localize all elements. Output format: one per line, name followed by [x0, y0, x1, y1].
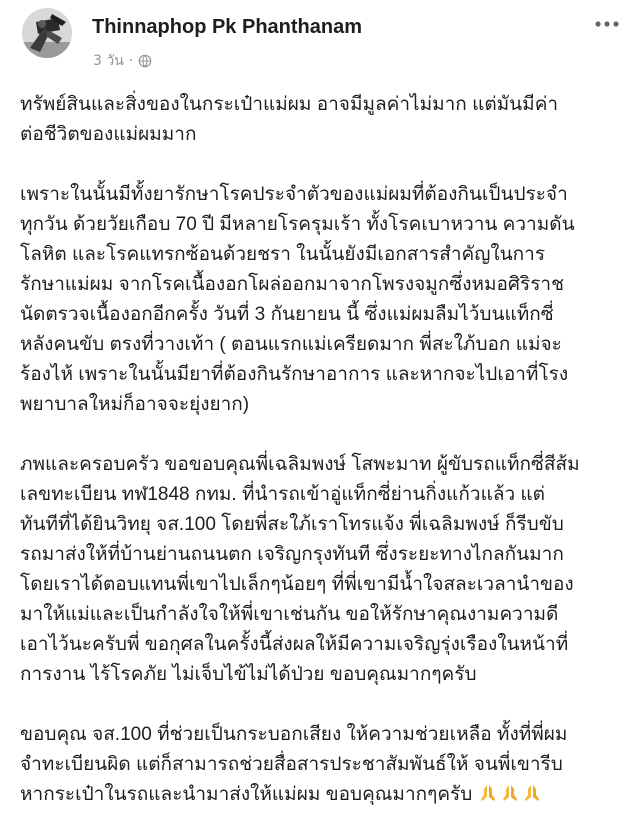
avatar-image — [22, 8, 72, 58]
post-meta: 3 วัน · — [93, 50, 152, 72]
post-paragraph-last — [20, 720, 632, 813]
post-paragraph-text: ขอบคุณ จส.100 ที่ช่วยเป็นกระบอกเสียง ให้ความช่วยเหลือ ทั้งที่พี่ผม จำทะเบียนผิด แต่ก็สามารถช่วยสื่อสารประชาสัมพันธ์ให้ จนพี่เขารีบ หากระเป๋าในรถและนำมาส่งให้แม่ผม ขอบคุณมากๆครับ — [20, 724, 568, 805]
avatar[interactable] — [22, 8, 72, 58]
more-options-button[interactable] — [592, 12, 622, 36]
post-body — [20, 90, 632, 813]
globe-icon[interactable] — [138, 54, 152, 68]
more-icon — [595, 21, 619, 27]
pray-emojis — [478, 783, 544, 813]
post-time[interactable]: 3 วัน — [93, 53, 124, 69]
post-paragraph: ภพและครอบครัว ขอขอบคุณพี่เฉลิมพงษ์ โสพะมาท ผู้ขับรถแท็กซี่สีส้ม เลขทะเบียน ทฬ1848 กทม. ที่นำรถเข้าอู่แท็กซี่ย่านกิ่งแก้วแล้ว แต่ ทันทีที่ได้ยินวิทยุ จส.100 โดยพี่สะใภ้เราโทรแจ้ง พี่เฉลิมพงษ์ ก็รีบขับ รถมาส่งให้ที่บ้านย่านถนนตก เจริญกรุงทันที ซึ่งระยะทางไกลกันมาก โดยเราได้ตอบแทนพี่เขาไปเล็กๆน้อยๆ ที่พี่เขามีน้ำใจสละเวลานำของ มาให้แม่และเป็นกำลังใจให้พี่เขาเช่นกัน ขอให้รักษาคุณงามความดี เอาไว้นะครับพี่ ขอกุศลในครั้งนี้ส่งผลให้มีความเจริญรุ่งเรืองในหน้าที่ การงาน ไร้โรคภัย ไม่เจ็บไข้ไม่ได้ป่วย ขอบคุณมากๆครับ — [20, 454, 580, 685]
pray-icon — [478, 783, 498, 803]
pray-icon — [522, 783, 542, 803]
post-paragraph: ทรัพย์สินและสิ่งของในกระเป๋าแม่ผม อาจมีมูลค่าไม่มาก แต่มันมีค่า ต่อชีวิตของแม่ผมมาก — [20, 94, 559, 145]
post-paragraph: เพราะในนั้นมีทั้งยารักษาโรคประจำตัวของแม่ผมที่ต้องกินเป็นประจำ ทุกวัน ด้วยวัยเกือบ 70 ปี มีหลายโรครุมเร้า ทั้งโรคเบาหวาน ความดัน โลหิต และโรคแทรกซ้อนด้วยชรา ในนั้นยังมีเอกสารสำคัญในการ รักษาแม่ผม จากโรคเนื้องอกโผล่ออกมาจากโพรงจมูกซึ่งหมอศิริราช นัดตรวจเนื้องอกอีกครั้ง วันที่ 3 กันยายน นี้ ซึ่งแม่ผมลืมไว้บนแท็กซี่ หลังคนขับ ตรงที่วางเท้า ( ตอนแรกแม่เครียดมาก พี่สะใภ้บอก แม่จะ ร้องไห้ เพราะในนั้นมียาที่ต้องกินรักษาอาการ และหากจะไปเอาที่โรง พยาบาลใหม่ก็อาจจะยุ่งยาก) — [20, 184, 575, 415]
post-header — [0, 0, 640, 80]
author-name[interactable]: Thinnaphop Pk Phanthanam — [92, 16, 363, 38]
pray-icon — [500, 783, 520, 803]
